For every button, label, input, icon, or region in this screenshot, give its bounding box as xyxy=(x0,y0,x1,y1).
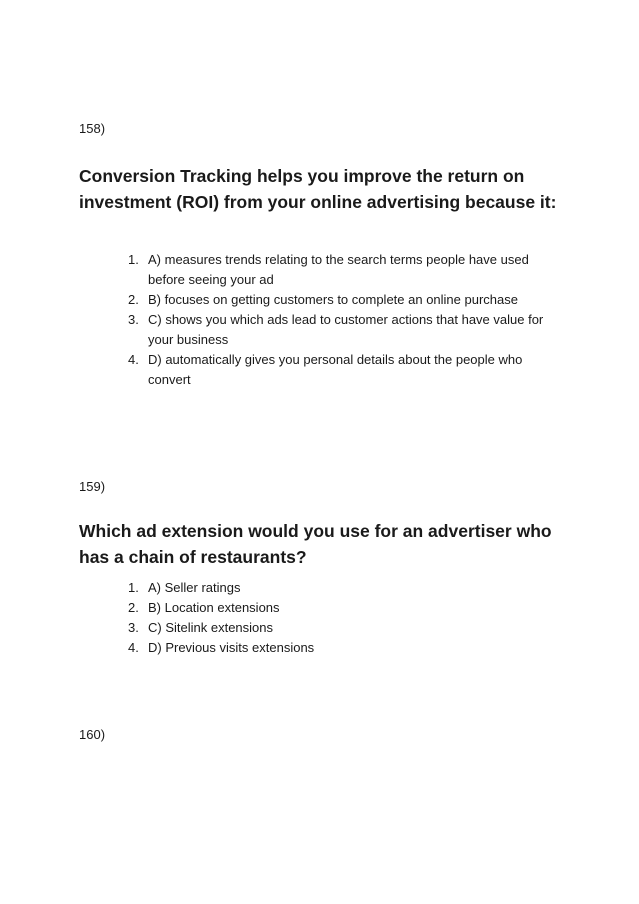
question-number-160: 160) xyxy=(79,727,106,742)
option-item xyxy=(128,310,558,350)
option-number: 3. xyxy=(128,620,139,635)
question-number-158: 158) xyxy=(79,121,106,136)
option-number: 3. xyxy=(128,312,139,327)
option-number: 2. xyxy=(128,600,139,615)
options-list-158 xyxy=(128,250,558,390)
option-item xyxy=(128,618,558,638)
option-text: A) Seller ratings xyxy=(148,580,241,595)
option-text: A) measures trends relating to the search terms people have used before seeing your ad xyxy=(148,252,529,287)
option-text: C) Sitelink extensions xyxy=(148,620,273,635)
option-number: 1. xyxy=(128,252,139,267)
option-number: 1. xyxy=(128,580,139,595)
options-list-159 xyxy=(128,578,558,658)
option-item xyxy=(128,638,558,658)
option-text: D) Previous visits extensions xyxy=(148,640,315,655)
option-number: 4. xyxy=(128,352,139,367)
option-item xyxy=(128,250,558,290)
option-item xyxy=(128,578,558,598)
question-text-158: Conversion Tracking helps you improve the return on investment (ROI) from your online advertising because it: xyxy=(79,166,557,212)
option-item xyxy=(128,598,558,618)
option-text: D) automatically gives you personal details about the people who convert xyxy=(148,352,523,387)
option-number: 2. xyxy=(128,292,139,307)
option-number: 4. xyxy=(128,640,139,655)
question-text-159: Which ad extension would you use for an advertiser who has a chain of restaurants? xyxy=(79,521,552,567)
question-number-159: 159) xyxy=(79,479,106,494)
option-text: B) Location extensions xyxy=(148,600,280,615)
option-text: B) focuses on getting customers to complete an online purchase xyxy=(148,292,518,307)
option-item xyxy=(128,290,558,310)
option-item xyxy=(128,350,558,390)
option-text: C) shows you which ads lead to customer actions that have value for your business xyxy=(148,312,544,347)
